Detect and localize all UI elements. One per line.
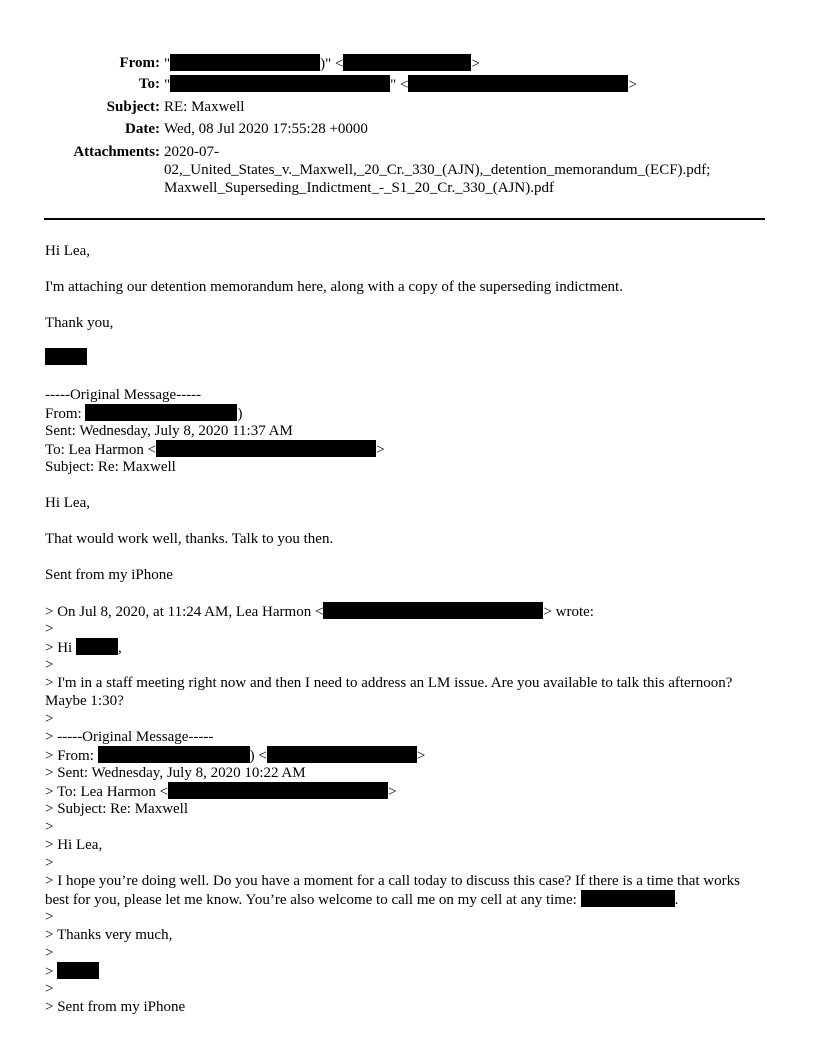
redaction-box xyxy=(343,54,471,71)
redaction-box xyxy=(323,602,543,619)
quoted-hi: > Hi , xyxy=(45,640,122,656)
quoted-blank: > xyxy=(45,855,54,871)
quoted-signature-redacted: > xyxy=(45,962,99,981)
original-to: To: Lea Harmon < > xyxy=(45,442,385,458)
quoted-blank: > xyxy=(45,945,54,961)
quoted-blank: > xyxy=(45,657,54,673)
quoted-original-marker: > -----Original Message----- xyxy=(45,729,214,745)
quoted-on-line: > On Jul 8, 2020, at 11:24 AM, Lea Harmon < > wrote: xyxy=(45,604,594,620)
redaction-box xyxy=(267,746,417,763)
redaction-box xyxy=(98,746,250,763)
quoted-original-to: > To: Lea Harmon < > xyxy=(45,784,397,800)
subject-label: Subject: xyxy=(106,99,160,115)
from-label: From: xyxy=(119,55,160,71)
signature-line xyxy=(45,348,87,367)
quoted-blank: > xyxy=(45,819,54,835)
quoted-original-body: > I hope you’re doing well. Do you have a moment for a call today to discuss this case? If there is a time that works best for you, please let me know. You’re also welcome to call me on my cell at any time: . xyxy=(45,873,740,908)
quoted-original-from: > From: ) < > xyxy=(45,748,426,764)
redaction-box xyxy=(45,348,87,365)
subject-value: RE: Maxwell xyxy=(164,99,245,115)
quoted-original-thanks: > Thanks very much, xyxy=(45,927,173,943)
redaction-box xyxy=(170,54,320,71)
reply-greeting: Hi Lea, xyxy=(45,243,90,259)
original-body: That would work well, thanks. Talk to you then. xyxy=(45,531,334,547)
redaction-box xyxy=(156,440,376,457)
original-marker: -----Original Message----- xyxy=(45,387,202,403)
date-value: Wed, 08 Jul 2020 17:55:28 +0000 xyxy=(164,121,368,137)
quoted-blank: > xyxy=(45,909,54,925)
original-sent: Sent: Wednesday, July 8, 2020 11:37 AM xyxy=(45,423,293,439)
redaction-box xyxy=(85,404,237,421)
original-signature: Sent from my iPhone xyxy=(45,567,173,583)
quoted-original-greeting: > Hi Lea, xyxy=(45,837,103,853)
redaction-box xyxy=(170,75,390,92)
quoted-original-subject: > Subject: Re: Maxwell xyxy=(45,801,189,817)
to-prefix: To: Lea Harmon < xyxy=(45,442,157,458)
redaction-box xyxy=(57,962,99,979)
quoted-body: > I'm in a staff meeting right now and then I need to address an LM issue. Are you available to talk this afternoon? Maybe 1:30? xyxy=(45,675,733,709)
attachment-line: 2020-07- xyxy=(164,144,219,160)
redaction-box xyxy=(168,782,388,799)
to-value: " " < > xyxy=(164,77,637,93)
quoted-blank: > xyxy=(45,621,54,637)
from-value: " )" < > xyxy=(164,56,480,72)
from-prefix: From: xyxy=(45,406,82,422)
quoted-blank: > xyxy=(45,981,54,997)
quoted-original-sent: > Sent: Wednesday, July 8, 2020 10:22 AM xyxy=(45,765,306,781)
original-greeting: Hi Lea, xyxy=(45,495,90,511)
redaction-box xyxy=(581,890,675,907)
reply-closing: Thank you, xyxy=(45,315,114,331)
date-label: Date: xyxy=(125,121,160,137)
quoted-blank: > xyxy=(45,711,54,727)
header-divider xyxy=(44,218,765,220)
original-subject: Subject: Re: Maxwell xyxy=(45,459,176,475)
reply-body: I'm attaching our detention memorandum here, along with a copy of the superseding indictment. xyxy=(45,279,623,295)
attachments-label: Attachments: xyxy=(73,144,160,160)
redaction-box xyxy=(76,638,118,655)
to-label: To: xyxy=(138,76,160,92)
attachment-line: Maxwell_Superseding_Indictment_-_S1_20_Cr._330_(AJN).pdf xyxy=(164,180,554,196)
quoted-original-signature: > Sent from my iPhone xyxy=(45,999,186,1015)
attachment-line: 02,_United_States_v._Maxwell,_20_Cr._330_(AJN),_detention_memorandum_(ECF).pdf; xyxy=(164,162,711,178)
original-from: From: ) xyxy=(45,406,243,422)
redaction-box xyxy=(408,75,628,92)
